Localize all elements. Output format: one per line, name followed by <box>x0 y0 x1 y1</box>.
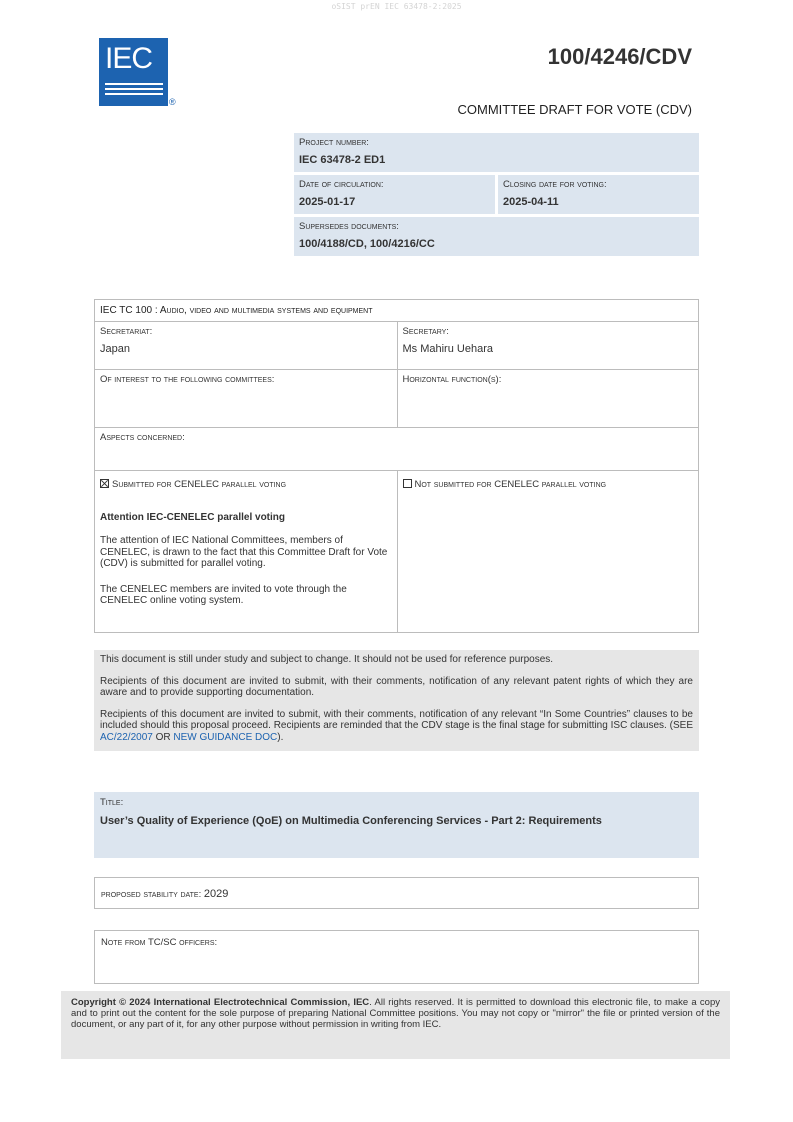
circulation-date-label: Date of circulation: <box>299 179 384 190</box>
attention-heading: Attention IEC-CENELEC parallel voting <box>100 512 286 523</box>
secretary-label: Secretary: <box>402 326 449 337</box>
or-text: OR <box>155 731 171 743</box>
secretary-cell <box>397 322 699 369</box>
stability-date-value: 2029 <box>203 888 229 900</box>
submitted-option[interactable] <box>100 479 392 490</box>
closing-date-cell <box>498 175 699 214</box>
title-box <box>94 792 699 858</box>
secretariat-cell <box>95 322 397 369</box>
unchecked-box-icon[interactable] <box>403 479 412 488</box>
title-label: Title: <box>100 797 124 808</box>
aspects-label: Aspects concerned: <box>100 432 185 443</box>
logo-text: IEC <box>105 42 153 75</box>
secretary-value: Ms Mahiru Uehara <box>402 343 493 355</box>
interest-label: Of interest to the following committees: <box>100 374 275 385</box>
aspects-cell <box>95 428 190 470</box>
registered-mark: ® <box>169 97 176 107</box>
copyright-text: . All rights reserved. It is permitted to download this electronic file, to make a copy and to print out the content for the sole purpose of preparing National Committee positions. You may not copy or "mirror" the file or printed version of the document, or any part of it, for any other purpose without permission in writing from IEC. <box>71 997 720 1030</box>
project-number-label: Project number: <box>299 137 369 148</box>
copyright-bold: Copyright © 2024 International Electrotechnical Commission, IEC <box>71 997 370 1008</box>
copyright-notice <box>61 991 730 1059</box>
committee-name: IEC TC 100 : Audio, video and multimedia systems and equipment <box>100 305 373 316</box>
logo-lines <box>105 83 163 98</box>
interest-cell <box>95 370 397 427</box>
supersedes-cell <box>294 217 699 256</box>
attention-paragraph-2: The CENELEC members are invited to vote through the CENELEC online voting system. <box>100 583 347 606</box>
circulation-date-cell <box>294 175 495 214</box>
stability-date-label: proposed stability date: <box>101 889 202 900</box>
project-number-cell <box>294 133 699 172</box>
see-text: SEE <box>672 720 693 731</box>
closing-date-label: Closing date for voting: <box>503 179 607 190</box>
committee-table <box>94 299 699 633</box>
not-submitted-label: Not submitted for CENELEC parallel voting <box>414 479 607 490</box>
supersedes-label: Supersedes documents: <box>299 221 399 232</box>
notice-paragraph-2: Recipients of this document are invited to submit, with their comments, notification of any relevant patent rights of which they are aware and to provide supporting documentation. <box>100 675 693 698</box>
submitted-cell <box>95 471 397 632</box>
ac-22-2007-link[interactable]: AC/22/2007 <box>100 731 153 743</box>
attention-paragraph-1: The attention of IEC National Committees, members of CENELEC, is drawn to the fact that this Committee Draft for Vote (CDV) is submitted for parallel voting. <box>100 535 388 569</box>
secretariat-value: Japan <box>100 343 130 355</box>
checked-box-icon[interactable] <box>100 479 109 488</box>
officers-note-box <box>94 930 699 984</box>
watermark: oSIST prEN IEC 63478-2:2025 <box>331 2 462 11</box>
officers-note-label: Note from TC/SC officers: <box>101 937 218 948</box>
document-type: COMMITTEE DRAFT FOR VOTE (CDV) <box>457 102 692 117</box>
new-guidance-doc-link[interactable]: NEW GUIDANCE DOC <box>173 731 278 743</box>
submitted-label: Submitted for CENELEC parallel voting <box>112 479 287 490</box>
notice-paragraph-1: This document is still under study and subject to change. It should not be used for reference purposes. <box>100 654 554 665</box>
document-number: 100/4246/CDV <box>547 44 692 69</box>
notice-box <box>94 650 699 751</box>
closing-date-value: 2025-04-11 <box>503 196 559 208</box>
circulation-date-value: 2025-01-17 <box>299 196 356 208</box>
iec-logo <box>99 38 176 107</box>
project-info-box <box>294 133 699 256</box>
horizontal-label: Horizontal function(s): <box>402 374 502 385</box>
not-submitted-option[interactable] <box>403 479 694 490</box>
not-submitted-cell <box>397 471 699 632</box>
supersedes-value: 100/4188/CD, 100/4216/CC <box>299 238 435 250</box>
notice-paragraph-3: Recipients of this document are invited to submit, with their comments, notification of any relevant “In Some Countries” clauses to be included should this proposal proceed. Recipients are reminded that the CDV stage is the final stage for submitting ISC clauses. (SEE AC/22/2007 OR NEW GUIDANCE DOC). <box>100 708 693 743</box>
stability-date-box <box>94 877 699 909</box>
project-number-value: IEC 63478-2 ED1 <box>299 154 386 166</box>
secretariat-label: Secretariat: <box>100 326 153 337</box>
document-title: User’s Quality of Experience (QoE) on Multimedia Conferencing Services - Part 2: Requirements <box>100 815 602 827</box>
horizontal-cell <box>397 370 699 427</box>
